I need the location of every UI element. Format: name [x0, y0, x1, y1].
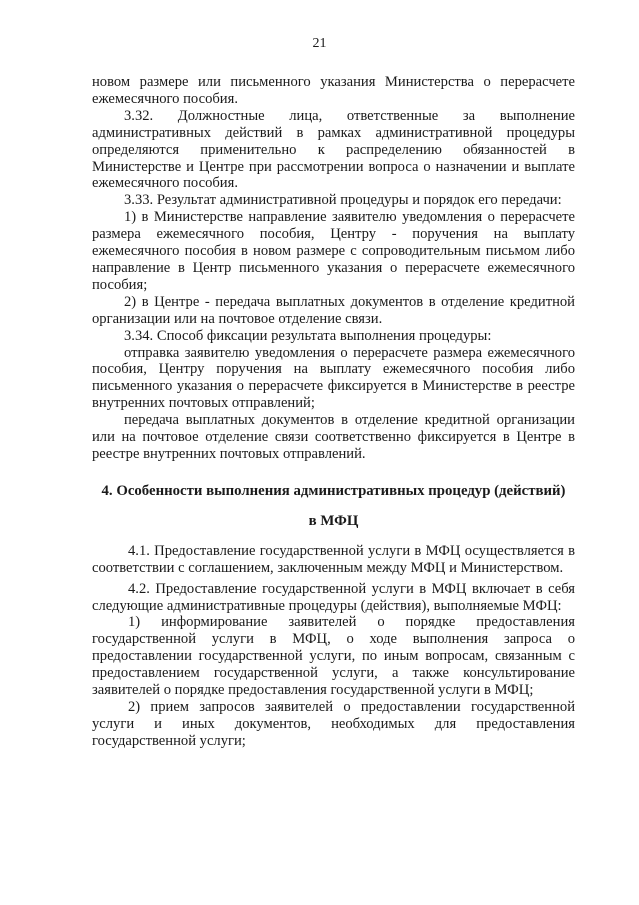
paragraph-continuation: новом размере или письменного указания Министерства о перерасчете ежемесячного пособия. [92, 74, 575, 107]
paragraph-3-33-item-1: 1) в Министерстве направление заявителю уведомления о перерасчете размера ежемесячного пособия, Центру - поручения на выплату ежемесячного пособия в новом размере с сопроводительным письмом либо направление в Центр письменного указания о перерасчете ежемесячного пособия; [92, 209, 575, 293]
paragraph-3-32: 3.32. Должностные лица, ответственные за выполнение административных действий в рамках административной процедуры определяются применительно к распределению обязанностей в Министерстве и Центре при рассмотрении вопроса о назначении и выплате ежемесячного пособия. [92, 107, 575, 192]
paragraph-3-33: 3.33. Результат административной процедуры и порядок его передачи: [124, 192, 562, 209]
paragraph-3-33-item-2: 2) в Центре - передача выплатных документов в отделение кредитной организации или на почтовое отделение связи. [92, 293, 575, 327]
section-heading-line-1: 4. Особенности выполнения административных процедур (действий) [101, 482, 566, 499]
paragraph-3-34-item-1: отправка заявителю уведомления о перерасчете размера ежемесячного пособия, Центру поручения на выплату ежемесячного пособия либо письменного указания о перерасчете фиксируется в Министерстве в реестре внутренних почтовых отправлений; [92, 344, 575, 412]
paragraph-4-1: 4.1. Предоставление государственной услуги в МФЦ осуществляется в соответствии с соглашением, заключенным между МФЦ и Министерством. [92, 542, 575, 576]
page-number: 21 [312, 36, 327, 51]
document-body [92, 74, 575, 750]
section-heading-line-2: в МФЦ [308, 512, 359, 529]
paragraph-4-2: 4.2. Предоставление государственной услуги в МФЦ включает в себя следующие административные процедуры (действия), выполняемые МФЦ: [92, 580, 575, 614]
paragraph-4-2-item-1: 1) информирование заявителей о порядке предоставления государственной услуги в МФЦ, о ходе выполнения запроса о предоставлении государственной услуги, по иным вопросам, связанным с предоставлением государственной услуги, а также консультирование заявителей о порядке предоставления государственной услуги в МФЦ; [92, 614, 575, 699]
paragraph-3-34-item-2: передача выплатных документов в отделение кредитной организации или на почтовое отделение связи соответственно фиксируется в Центре в реестре внутренних почтовых отправлений. [92, 412, 575, 462]
paragraph-3-34: 3.34. Способ фиксации результата выполнения процедуры: [124, 327, 492, 344]
paragraph-4-2-item-2: 2) прием запросов заявителей о предоставлении государственной услуги и иных документов, необходимых для предоставления государственной услуги; [92, 699, 575, 749]
